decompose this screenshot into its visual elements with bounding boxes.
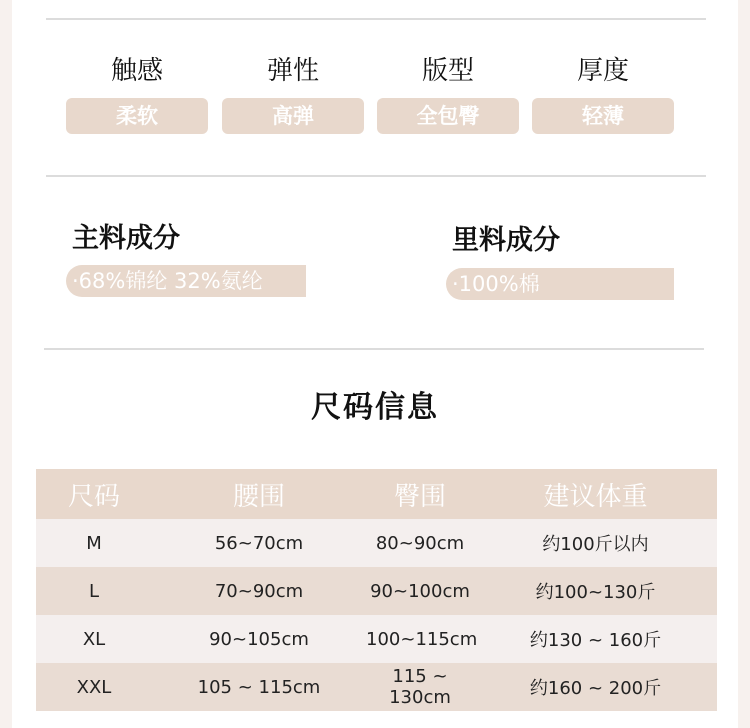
divider-materials	[44, 348, 704, 350]
cell-size: XXL	[76, 676, 112, 698]
divider-attributes	[46, 175, 706, 177]
attribute-thickness	[532, 56, 674, 134]
cell-waist: 105 ~ 115cm	[197, 676, 321, 698]
divider-top	[46, 18, 706, 20]
attribute-value-chip: 轻薄	[532, 98, 674, 134]
cell-waist: 56~70cm	[214, 532, 304, 554]
lining-material-title: 里料成分	[452, 225, 560, 256]
size-table-header	[36, 469, 717, 519]
lining-material-chip: ·100%棉	[446, 268, 674, 300]
attribute-title: 弹性	[266, 56, 319, 86]
table-row	[36, 615, 717, 663]
cell-weight: 约100斤以内	[542, 534, 649, 555]
main-material-title: 主料成分	[72, 223, 180, 254]
header-hip: 臀围	[393, 481, 446, 512]
attribute-elasticity	[222, 56, 364, 134]
cell-weight: 约160 ~ 200斤	[529, 678, 662, 699]
cell-waist: 90~105cm	[209, 628, 309, 650]
attribute-value-chip: 全包臀	[377, 98, 519, 134]
cell-size: M	[86, 532, 102, 554]
header-weight: 建议体重	[543, 481, 648, 512]
cell-hip: 115 ~ 130cm	[389, 666, 451, 708]
cell-hip: 90~100cm	[370, 580, 470, 602]
attribute-title: 版型	[421, 56, 474, 86]
table-row	[36, 519, 717, 567]
attribute-value-chip: 柔软	[66, 98, 208, 134]
size-table	[36, 469, 717, 711]
attribute-fit	[377, 56, 519, 134]
cell-size: XL	[82, 628, 106, 650]
attribute-title: 触感	[110, 56, 163, 86]
header-size: 尺码	[67, 481, 120, 512]
size-info-title: 尺码信息	[311, 390, 439, 425]
cell-waist: 70~90cm	[214, 580, 304, 602]
main-material-chip: ·68%锦纶 32%氨纶	[66, 265, 306, 297]
table-row	[36, 663, 717, 711]
cell-size: L	[88, 580, 100, 602]
attribute-title: 厚度	[576, 56, 629, 86]
table-row	[36, 567, 717, 615]
cell-hip: 100~115cm	[366, 628, 478, 650]
cell-hip: 80~90cm	[375, 532, 465, 554]
attribute-value-chip: 高弹	[222, 98, 364, 134]
header-waist: 腰围	[232, 481, 285, 512]
attribute-touch	[66, 56, 208, 134]
cell-weight: 约100~130斤	[535, 582, 656, 603]
cell-weight: 约130 ~ 160斤	[529, 630, 662, 651]
